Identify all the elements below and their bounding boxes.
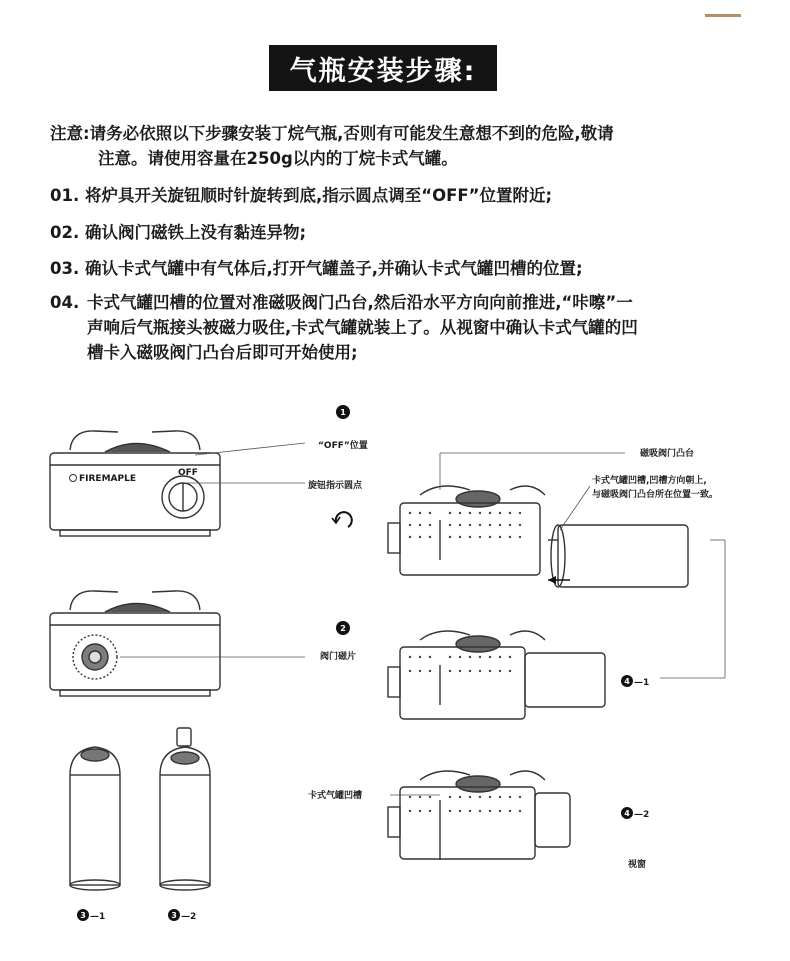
svg-text:4: 4 <box>624 809 630 818</box>
label-3-1: —1 <box>90 912 106 922</box>
gas-cartridge-1 <box>70 747 120 890</box>
knob-dot-label: 旋钮指示圆点 <box>308 481 363 491</box>
stove-perforated-1 <box>388 486 688 587</box>
label-4-2: —2 <box>634 810 650 820</box>
step-text: 确认阀门磁铁上没有黏连异物; <box>84 223 307 242</box>
page-title: 气瓶安装步骤: <box>269 45 497 91</box>
step-3 <box>50 256 760 281</box>
notice-text <box>50 121 760 171</box>
svg-text:2: 2 <box>340 624 346 633</box>
step-text-line-3: 槽卡入磁吸阀门凸台后即可开始使用; <box>87 343 358 362</box>
label-3-2: —2 <box>181 912 197 922</box>
step-1 <box>50 183 760 208</box>
step-circle-2 <box>336 621 350 635</box>
svg-text:3: 3 <box>171 911 177 920</box>
installation-diagram <box>0 395 790 955</box>
step-4 <box>50 290 760 365</box>
step-circle-3-1 <box>77 909 89 921</box>
step-number: 02. <box>50 223 80 242</box>
knob-off-mark: OFF <box>178 468 198 478</box>
step-number: 03. <box>50 259 80 278</box>
svg-text:4: 4 <box>624 677 630 686</box>
magnetic-boss-label: 磁吸阀门凸台 <box>640 449 695 459</box>
stove-valve-illustration <box>50 591 220 696</box>
svg-text:3: 3 <box>80 911 86 920</box>
rotate-clockwise-icon <box>332 512 352 527</box>
window-label: 视窗 <box>628 860 647 870</box>
gas-cartridge-2 <box>160 728 210 890</box>
off-position-label: “OFF”位置 <box>318 441 368 451</box>
groove-note-line-1: 卡式气罐凹槽,凹槽方向朝上, <box>592 476 707 486</box>
stove-perforated-2 <box>388 631 605 719</box>
step-number: 04. <box>50 293 80 312</box>
label-4-1: —1 <box>634 678 650 688</box>
groove-note-line-2: 与磁吸阀门凸台所在位置一致。 <box>592 490 719 500</box>
step-circle-4-1 <box>621 675 633 687</box>
valve-magnet-label: 阀门磁片 <box>320 652 357 662</box>
step-text-line-1: 卡式气罐凹槽的位置对准磁吸阀门凸台,然后沿水平方向向前推进,“咔嚓”一 <box>87 293 633 312</box>
notice-line-2: 注意。请使用容量在250g以内的丁烷卡式气罐。 <box>98 149 458 168</box>
notice-line-1: 注意:请务必依照以下步骤安装丁烷气瓶,否则有可能发生意想不到的危险,敬请 <box>50 124 614 143</box>
step-text: 将炉具开关旋钮顺时针旋转到底,指示圆点调至“OFF”位置附近; <box>84 186 553 205</box>
step-number: 01. <box>50 186 80 205</box>
step-circle-1 <box>336 405 350 419</box>
perforation-dots <box>409 512 521 812</box>
svg-text:1: 1 <box>340 408 346 417</box>
step-text: 确认卡式气罐中有气体后,打开气罐盖子,并确认卡式气罐凹槽的位置; <box>84 259 583 278</box>
step-circle-4-2 <box>621 807 633 819</box>
brand-logo: FIREMAPLE <box>79 474 136 484</box>
accent-line <box>705 14 741 17</box>
step-text-line-2: 声响后气瓶接头被磁力吸住,卡式气罐就装上了。从视窗中确认卡式气罐的凹 <box>87 318 638 337</box>
step-2 <box>50 220 760 245</box>
stove-perforated-3 <box>388 771 570 860</box>
step-circle-3-2 <box>168 909 180 921</box>
cartridge-groove-label: 卡式气罐凹槽 <box>308 791 363 801</box>
